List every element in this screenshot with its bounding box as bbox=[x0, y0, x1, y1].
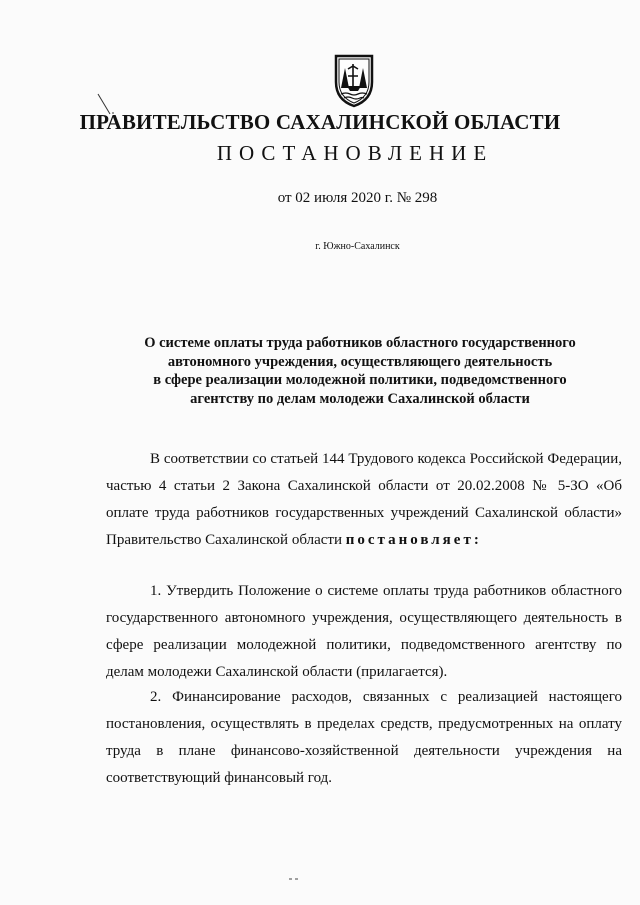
document-date-number: от 02 июля 2020 г. № 298 bbox=[277, 190, 438, 206]
resolves-keyword: постановляет: bbox=[345, 532, 482, 548]
resolution-item-2: 2. Финансирование расходов, связанных с реализацией настоящего постановления, осуществлять в пределах средств, предусмотренных на оплату труда в плане финансово-хозяйственной деятельности учреждения на соответствующий финансовый год. bbox=[106, 689, 622, 786]
intro-text: В соответствии со статьей 144 Трудового кодекса Российской Федерации, частью 4 статьи 2 Закона Сахалинской области от 20.02.2008 № 5-ЗО «Об оплате труда работников государственных учреждений Сахалинской области» Правительство Сахалинской области bbox=[106, 451, 622, 548]
government-title: ПРАВИТЕЛЬСТВО САХАЛИНСКОЙ ОБЛАСТИ bbox=[79, 110, 561, 134]
body-intro-paragraph bbox=[106, 446, 622, 554]
document-subject bbox=[110, 334, 610, 408]
document-city: г. Южно-Сахалинск bbox=[315, 241, 400, 252]
sakhalin-coat-of-arms-icon bbox=[332, 52, 376, 108]
subject-line: агентству по делам молодежи Сахалинской области bbox=[190, 390, 530, 407]
document-type: ПОСТАНОВЛЕНИЕ bbox=[216, 141, 494, 165]
subject-line: О системе оплаты труда работников областного государственного bbox=[144, 335, 576, 351]
subject-line: автономного учреждения, осуществляющего деятельность bbox=[167, 353, 553, 370]
scan-artifact-dot bbox=[288, 876, 300, 882]
resolution-item-1: 1. Утвердить Положение о системе оплаты труда работников областного государственного автономного учреждения, осуществляющего деятельность в сфере реализации молодежной политики, подведомственного агентству по делам молодежи Сахалинской области (прилагается). bbox=[106, 583, 622, 680]
subject-line: в сфере реализации молодежной политики, подведомственного bbox=[153, 372, 567, 388]
